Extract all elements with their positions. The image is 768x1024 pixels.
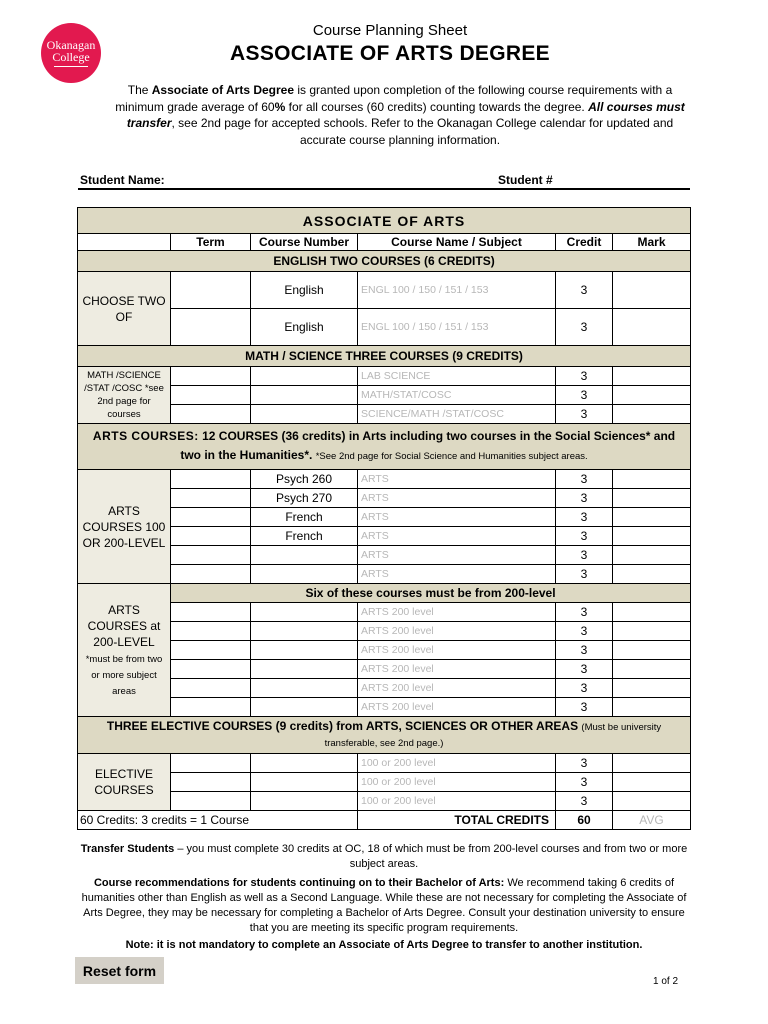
course-number-field[interactable] <box>251 773 358 792</box>
elective-heading: THREE ELECTIVE COURSES (9 credits) from ARTS, SCIENCES OR OTHER AREAS (Must be university transferable, see 2nd page.) <box>78 717 691 754</box>
mark-field[interactable] <box>613 309 691 346</box>
total-credits-label: TOTAL CREDITS <box>358 811 556 830</box>
table-row <box>78 367 691 386</box>
mark-field[interactable] <box>613 641 691 660</box>
term-field[interactable] <box>171 641 251 660</box>
course-subject-field[interactable]: ARTS <box>358 489 556 508</box>
course-number-field[interactable] <box>251 641 358 660</box>
mark-field[interactable] <box>613 698 691 717</box>
english-label: CHOOSE TWO OF <box>78 272 171 346</box>
transfer-note: Transfer Students – you must complete 30 credits at OC, 18 of which must be from 200-level courses and from two or more subject areas. <box>80 843 688 870</box>
course-subject-field[interactable]: ARTS <box>358 565 556 584</box>
total-row <box>78 811 691 830</box>
course-number-field[interactable]: French <box>251 527 358 546</box>
course-table <box>77 207 691 830</box>
mandatory-note: Note: it is not mandatory to complete an Associate of Arts Degree to transfer to another institution. <box>125 939 643 951</box>
table-row <box>78 470 691 489</box>
mark-field[interactable] <box>613 272 691 309</box>
arts200-label: ARTS COURSES at 200-LEVEL *must be from two or more subject areas <box>78 584 171 717</box>
logo-rule <box>54 66 88 67</box>
logo-text-1: Okanagan <box>46 38 96 52</box>
mark-field[interactable] <box>613 773 691 792</box>
course-subject-field[interactable]: ENGL 100 / 150 / 151 / 153 <box>358 309 556 346</box>
course-number-field[interactable] <box>251 622 358 641</box>
course-subject-field[interactable]: ARTS 200 level <box>358 641 556 660</box>
column-header-row <box>78 234 691 251</box>
page-number: 1 of 2 <box>653 976 679 987</box>
col-credit: Credit <box>556 234 613 251</box>
arts-heading: ARTS COURSES: 12 COURSES (36 credits) in Arts including two courses in the Social Sciences* and two in the Humanities*. *See 2nd page for Social Science and Humanities subject areas. <box>78 424 691 470</box>
term-field[interactable] <box>171 660 251 679</box>
credit-field[interactable]: 3 <box>556 386 613 405</box>
term-field[interactable] <box>171 309 251 346</box>
course-subject-field[interactable]: ARTS 200 level <box>358 603 556 622</box>
col-mark: Mark <box>613 234 691 251</box>
course-number-field[interactable]: English <box>251 309 358 346</box>
credit-field[interactable]: 3 <box>556 367 613 386</box>
term-field[interactable] <box>171 405 251 424</box>
elective-label: ELECTIVE COURSES <box>78 754 171 811</box>
mark-field[interactable] <box>613 367 691 386</box>
credit-rule-note: 60 Credits: 3 credits = 1 Course <box>78 811 358 830</box>
credit-field[interactable]: 3 <box>556 309 613 346</box>
course-number-field[interactable] <box>251 386 358 405</box>
mark-field[interactable] <box>613 508 691 527</box>
credit-field[interactable]: 3 <box>556 546 613 565</box>
mark-field[interactable] <box>613 386 691 405</box>
course-subject-field[interactable]: 100 or 200 level <box>358 754 556 773</box>
term-field[interactable] <box>171 272 251 309</box>
term-field[interactable] <box>171 603 251 622</box>
term-field[interactable] <box>171 546 251 565</box>
course-number-field[interactable] <box>251 679 358 698</box>
course-subject-field[interactable]: ARTS 200 level <box>358 698 556 717</box>
credit-field[interactable]: 3 <box>556 698 613 717</box>
term-field[interactable] <box>171 622 251 641</box>
mark-field[interactable] <box>613 622 691 641</box>
mark-field[interactable] <box>613 527 691 546</box>
credit-field[interactable]: 3 <box>556 641 613 660</box>
mark-field[interactable] <box>613 470 691 489</box>
term-field[interactable] <box>171 754 251 773</box>
term-field[interactable] <box>171 367 251 386</box>
course-number-field[interactable]: English <box>251 272 358 309</box>
arts200-heading: Six of these courses must be from 200-level <box>171 584 691 603</box>
col-course-name: Course Name / Subject <box>358 234 556 251</box>
term-field[interactable] <box>171 470 251 489</box>
course-subject-field[interactable]: ARTS <box>358 508 556 527</box>
intro-paragraph: The Associate of Arts Degree is granted upon completion of the following course requirements with a minimum grade average of 60% for all courses (60 credits) counting towards the degree. All courses must transfer, see 2nd page for accepted schools. Refer to the Okanagan College calendar for updated and accurate course planning information. <box>115 83 685 147</box>
student-info-line <box>78 172 690 190</box>
course-subject-field[interactable]: ENGL 100 / 150 / 151 / 153 <box>358 272 556 309</box>
reset-form-button[interactable]: Reset form <box>75 957 164 984</box>
term-field[interactable] <box>171 527 251 546</box>
mark-field[interactable] <box>613 405 691 424</box>
student-number-label: Student # <box>498 173 553 187</box>
credit-field[interactable]: 3 <box>556 272 613 309</box>
col-blank <box>78 234 171 251</box>
credit-field[interactable]: 3 <box>556 565 613 584</box>
course-number-field[interactable] <box>251 405 358 424</box>
credit-field[interactable]: 3 <box>556 603 613 622</box>
course-subject-field[interactable]: MATH/STAT/COSC <box>358 386 556 405</box>
mark-field[interactable] <box>613 546 691 565</box>
arts-label: ARTS COURSES 100 OR 200-LEVEL <box>78 470 171 584</box>
mark-field[interactable] <box>613 603 691 622</box>
course-number-field[interactable] <box>251 754 358 773</box>
course-subject-field[interactable]: LAB SCIENCE <box>358 367 556 386</box>
term-field[interactable] <box>171 679 251 698</box>
page-subtitle: Course Planning Sheet <box>312 22 468 39</box>
table-row <box>78 272 691 309</box>
col-course-number: Course Number <box>251 234 358 251</box>
credit-field[interactable]: 3 <box>556 470 613 489</box>
mark-field[interactable] <box>613 754 691 773</box>
credit-field[interactable]: 3 <box>556 773 613 792</box>
term-field[interactable] <box>171 489 251 508</box>
math-heading: MATH / SCIENCE THREE COURSES (9 CREDITS) <box>78 346 691 367</box>
term-field[interactable] <box>171 386 251 405</box>
course-number-field[interactable] <box>251 546 358 565</box>
page-title: ASSOCIATE OF ARTS DEGREE <box>230 42 550 65</box>
course-number-field[interactable] <box>251 660 358 679</box>
course-number-field[interactable]: Psych 260 <box>251 470 358 489</box>
credit-field[interactable]: 3 <box>556 679 613 698</box>
credit-field[interactable]: 3 <box>556 660 613 679</box>
credit-field[interactable]: 3 <box>556 489 613 508</box>
average-field[interactable]: AVG <box>613 811 691 830</box>
course-subject-field[interactable]: ARTS <box>358 546 556 565</box>
course-number-field[interactable] <box>251 792 358 811</box>
term-field[interactable] <box>171 773 251 792</box>
credit-field[interactable]: 3 <box>556 754 613 773</box>
course-number-field[interactable]: Psych 270 <box>251 489 358 508</box>
term-field[interactable] <box>171 508 251 527</box>
student-name-label: Student Name: <box>80 173 165 187</box>
total-credits-value: 60 <box>556 811 613 830</box>
credit-field[interactable]: 3 <box>556 792 613 811</box>
course-number-field[interactable]: French <box>251 508 358 527</box>
mark-field[interactable] <box>613 489 691 508</box>
course-number-field[interactable] <box>251 367 358 386</box>
credit-field[interactable]: 3 <box>556 508 613 527</box>
credit-field[interactable]: 3 <box>556 527 613 546</box>
recommendation-note: Course recommendations for students continuing on to their Bachelor of Arts: We recommend taking 6 credits of humanities other than English as well as a Second Language. While these are not necessary for completing the Associate of Arts Degree, they may be necessary for completing a Bachelor of Arts Degree. Consult your destination university to ensure that you are meeting its specific program requirements. <box>81 877 687 934</box>
term-field[interactable] <box>171 565 251 584</box>
mark-field[interactable] <box>613 792 691 811</box>
credit-field[interactable]: 3 <box>556 622 613 641</box>
course-subject-field[interactable]: ARTS 200 level <box>358 660 556 679</box>
course-subject-field[interactable]: 100 or 200 level <box>358 792 556 811</box>
course-number-field[interactable] <box>251 698 358 717</box>
col-term: Term <box>171 234 251 251</box>
english-heading: ENGLISH TWO COURSES (6 CREDITS) <box>78 251 691 272</box>
mark-field[interactable] <box>613 660 691 679</box>
term-field[interactable] <box>171 698 251 717</box>
course-subject-field[interactable]: ARTS <box>358 470 556 489</box>
course-subject-field[interactable]: ARTS 200 level <box>358 622 556 641</box>
table-row <box>78 754 691 773</box>
course-number-field[interactable] <box>251 603 358 622</box>
course-number-field[interactable] <box>251 565 358 584</box>
mark-field[interactable] <box>613 565 691 584</box>
term-field[interactable] <box>171 792 251 811</box>
mark-field[interactable] <box>613 679 691 698</box>
credit-field[interactable]: 3 <box>556 405 613 424</box>
course-subject-field[interactable]: 100 or 200 level <box>358 773 556 792</box>
course-subject-field[interactable]: ARTS <box>358 527 556 546</box>
course-subject-field[interactable]: SCIENCE/MATH /STAT/COSC <box>358 405 556 424</box>
course-subject-field[interactable]: ARTS 200 level <box>358 679 556 698</box>
math-label: MATH /SCIENCE /STAT /COSC *see 2nd page for courses <box>78 367 171 424</box>
table-title: ASSOCIATE OF ARTS <box>78 208 691 234</box>
logo-text-2: College <box>52 50 90 64</box>
